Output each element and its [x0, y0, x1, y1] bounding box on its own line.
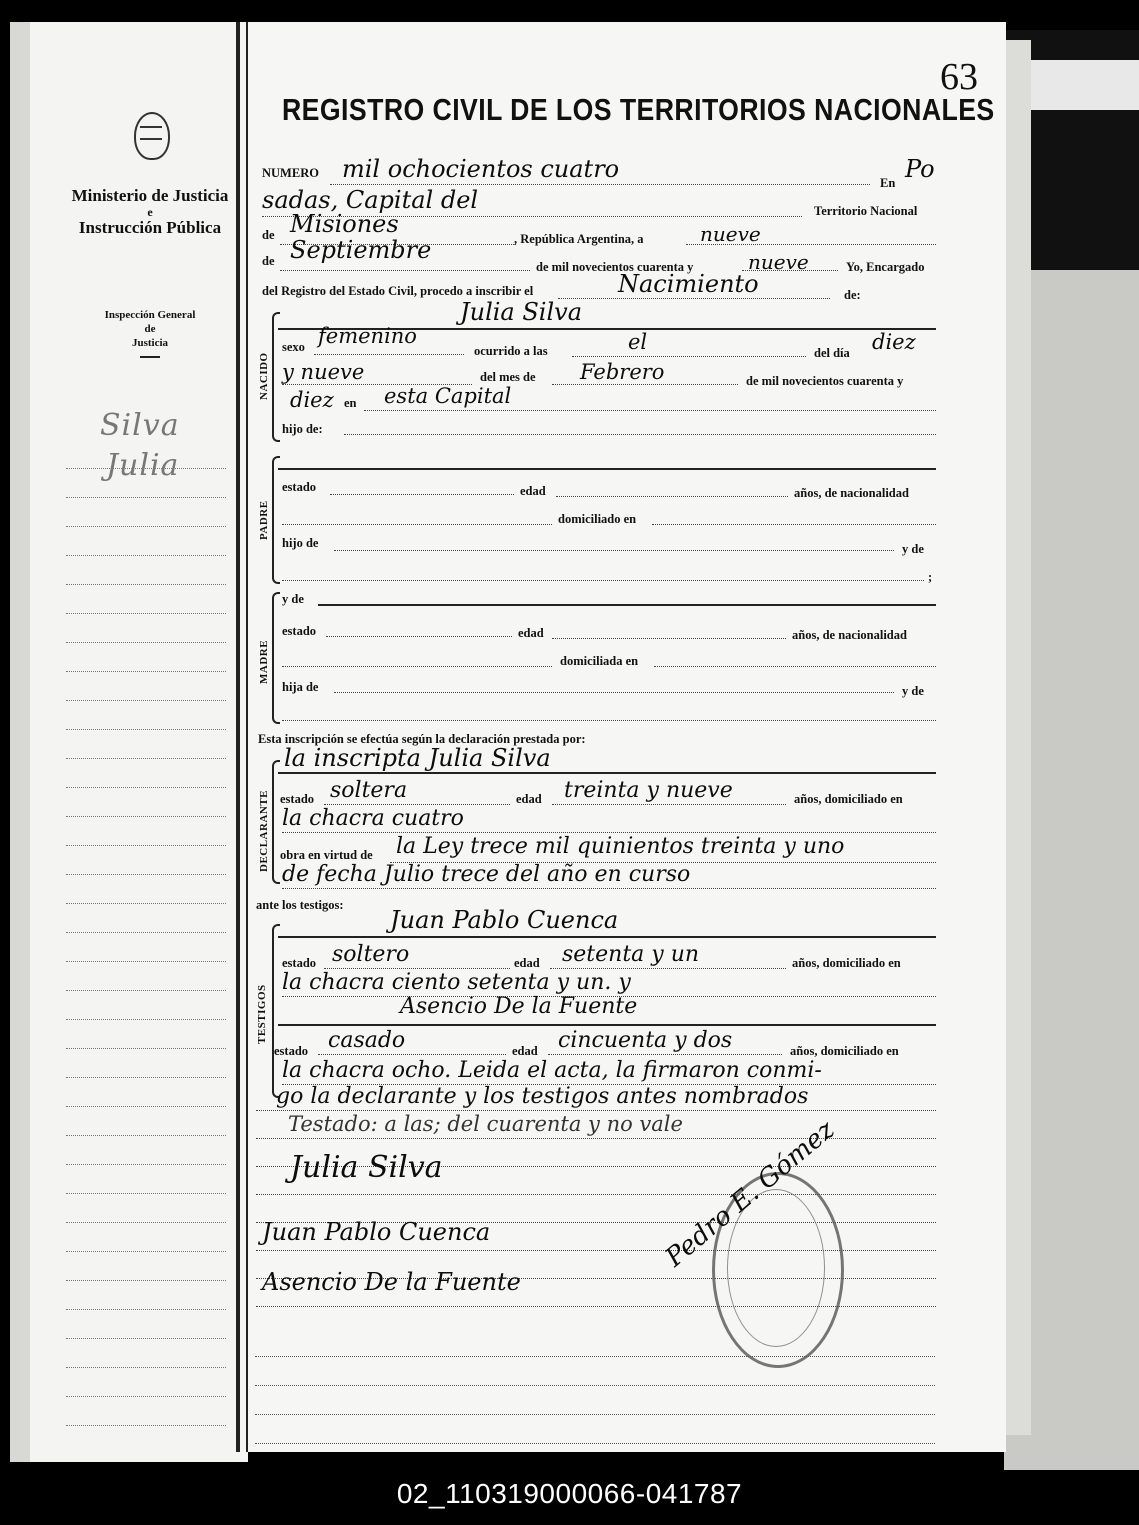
- margin-given-name: Julia: [106, 448, 180, 483]
- dia-nac-value-2: y nueve: [282, 360, 365, 384]
- label-y-de-madre: y de: [282, 592, 304, 606]
- label-hija-de: hija de: [282, 680, 319, 694]
- label-hijo-de-padre: hijo de: [282, 536, 319, 550]
- label-estado-t1: estado: [282, 956, 317, 970]
- label-anios-dom-t2: años, domiciliado en: [790, 1044, 899, 1058]
- decl-edad-value: treinta y nueve: [564, 778, 733, 803]
- label-estado-t2: estado: [274, 1044, 309, 1058]
- label-domiciliada-madre: domiciliada en: [560, 654, 639, 668]
- testigo2-value: Asencio De la Fuente: [400, 994, 638, 1019]
- page-title: REGISTRO CIVIL DE LOS TERRITORIOS NACIONALES: [282, 92, 995, 127]
- label-edad-madre: edad: [518, 626, 544, 640]
- label-territorio: Territorio Nacional: [814, 204, 918, 218]
- section-label-nacido: NACIDO: [258, 352, 270, 400]
- t2-estado-value: casado: [328, 1028, 406, 1053]
- label-estado-declarante: estado: [280, 792, 315, 806]
- acto-value: Nacimiento: [618, 270, 759, 298]
- label-edad-t2: edad: [512, 1044, 538, 1058]
- label-anios-nac-padre: años, de nacionalidad: [794, 486, 909, 500]
- page-number: 63: [940, 56, 978, 98]
- obra-value: la Ley trece mil quinientos treinta y uno: [396, 834, 845, 859]
- dia-nac-value: diez: [872, 330, 916, 354]
- label-en-2: en: [344, 396, 357, 410]
- label-anios-dom-t1: años, domiciliado en: [792, 956, 901, 970]
- left-ruled-lines: [66, 440, 226, 1426]
- label-de-2: de: [262, 254, 275, 268]
- t1-dom-value: la chacra ciento setenta y un. y: [282, 970, 631, 995]
- t2-dom-value: la chacra ocho. Leida el acta, la firmaron conmi-: [282, 1058, 822, 1083]
- lugar-value: sadas, Capital del: [262, 186, 479, 214]
- t2-edad-value: cincuenta y dos: [558, 1028, 733, 1053]
- inspeccion-line-3: Justicia: [131, 337, 169, 349]
- testigo1-value: Juan Pablo Cuenca: [390, 906, 619, 934]
- label-inscripcion: Esta inscripción se efectúa según la declaración prestada por:: [258, 732, 586, 746]
- label-domiciliado-padre: domiciliado en: [558, 512, 637, 526]
- ministry-heading: [62, 186, 238, 238]
- label-estado-padre: estado: [282, 480, 317, 494]
- t1-edad-value: setenta y un: [562, 942, 700, 967]
- label-del-dia: del día: [814, 346, 850, 360]
- nombre-value: Julia Silva: [460, 298, 583, 326]
- label-del-mes: del mes de: [480, 370, 536, 384]
- signature-testigo-1: Juan Pablo Cuenca: [262, 1218, 491, 1246]
- inspeccion-line-2: de: [144, 323, 156, 335]
- decl-dom-value: la chacra cuatro: [282, 806, 464, 831]
- decl-estado-value: soltera: [330, 778, 408, 803]
- label-yo: Yo, Encargado: [846, 260, 925, 274]
- signature-declarante: Julia Silva: [290, 1150, 443, 1185]
- label-edad-padre: edad: [520, 484, 546, 498]
- label-mil-novecientos-2: de mil novecientos cuarenta y: [746, 374, 904, 388]
- hora-value: el: [628, 330, 648, 354]
- anio-value: nueve: [748, 250, 809, 274]
- obra-value-2: de fecha Julio trece del año en curso: [282, 862, 691, 887]
- coat-of-arms-icon: [134, 112, 170, 160]
- t1-estado-value: soltero: [332, 942, 410, 967]
- section-label-madre: MADRE: [258, 639, 270, 684]
- image-reference-code: 02_110319000066-041787: [396, 1478, 743, 1509]
- signature-testigo-2: Asencio De la Fuente: [262, 1268, 521, 1296]
- signature-official: Pedro E. Gómez: [660, 1114, 841, 1273]
- background-band: [1030, 60, 1139, 110]
- label-semicolon: ;: [928, 570, 933, 584]
- label-de: de: [262, 228, 275, 242]
- anio-nac-value: diez: [290, 388, 334, 412]
- lugar-nac-value: esta Capital: [384, 384, 512, 408]
- label-anios-dom-declarante: años, domiciliado en: [794, 792, 903, 806]
- label-y-de-madre-2: y de: [902, 684, 924, 698]
- label-mil-novecientos: de mil novecientos cuarenta y: [536, 260, 694, 274]
- label-y-de-padre: y de: [902, 542, 924, 556]
- label-registro: del Registro del Estado Civil, procedo a inscribir el: [262, 284, 534, 298]
- section-label-testigos: TESTIGOS: [256, 984, 268, 1044]
- label-hijo-de: hijo de:: [282, 422, 323, 436]
- mes-nac-value: Febrero: [580, 360, 665, 384]
- label-en: En: [880, 176, 896, 190]
- en-value: Po: [905, 155, 935, 183]
- ruled-lines-bottom: [255, 1328, 935, 1444]
- declarante-value: la inscripta Julia Silva: [284, 744, 551, 772]
- territorio-value: Misiones: [290, 210, 399, 238]
- inspeccion-heading: [90, 308, 210, 358]
- cierre-value: go la declarante y los testigos antes nombrados: [276, 1084, 809, 1109]
- inspeccion-line-1: Inspección General: [104, 309, 196, 321]
- label-numero: NUMERO: [262, 166, 319, 180]
- ministry-line-2: e: [147, 205, 153, 219]
- divider: [140, 356, 160, 358]
- dia-value: nueve: [700, 222, 761, 246]
- label-edad-t1: edad: [514, 956, 540, 970]
- label-estado-madre: estado: [282, 624, 317, 638]
- enmienda-value: Testado: a las; del cuarenta y no vale: [288, 1112, 683, 1136]
- label-anios-nac-madre: años, de nacionalidad: [792, 628, 907, 642]
- label-sexo: sexo: [282, 340, 305, 354]
- ministry-line-3: Instrucción Pública: [78, 218, 222, 237]
- sexo-value: femenino: [318, 324, 417, 348]
- label-obra: obra en virtud de: [280, 848, 373, 862]
- mes-value: Septiembre: [290, 236, 432, 264]
- label-de-colon: de:: [844, 288, 861, 302]
- label-edad-declarante: edad: [516, 792, 542, 806]
- margin-surname: Silva: [100, 408, 180, 443]
- label-ocurrido: ocurrido a las: [474, 344, 548, 358]
- label-ante: ante los testigos:: [256, 898, 344, 912]
- numero-value: mil ochocientos cuatro: [342, 155, 620, 183]
- label-republica: , República Argentina, a: [514, 232, 644, 246]
- ministry-line-1: Ministerio de Justicia: [71, 186, 229, 205]
- section-label-declarante: DECLARANTE: [258, 789, 270, 872]
- section-label-padre: PADRE: [258, 500, 270, 540]
